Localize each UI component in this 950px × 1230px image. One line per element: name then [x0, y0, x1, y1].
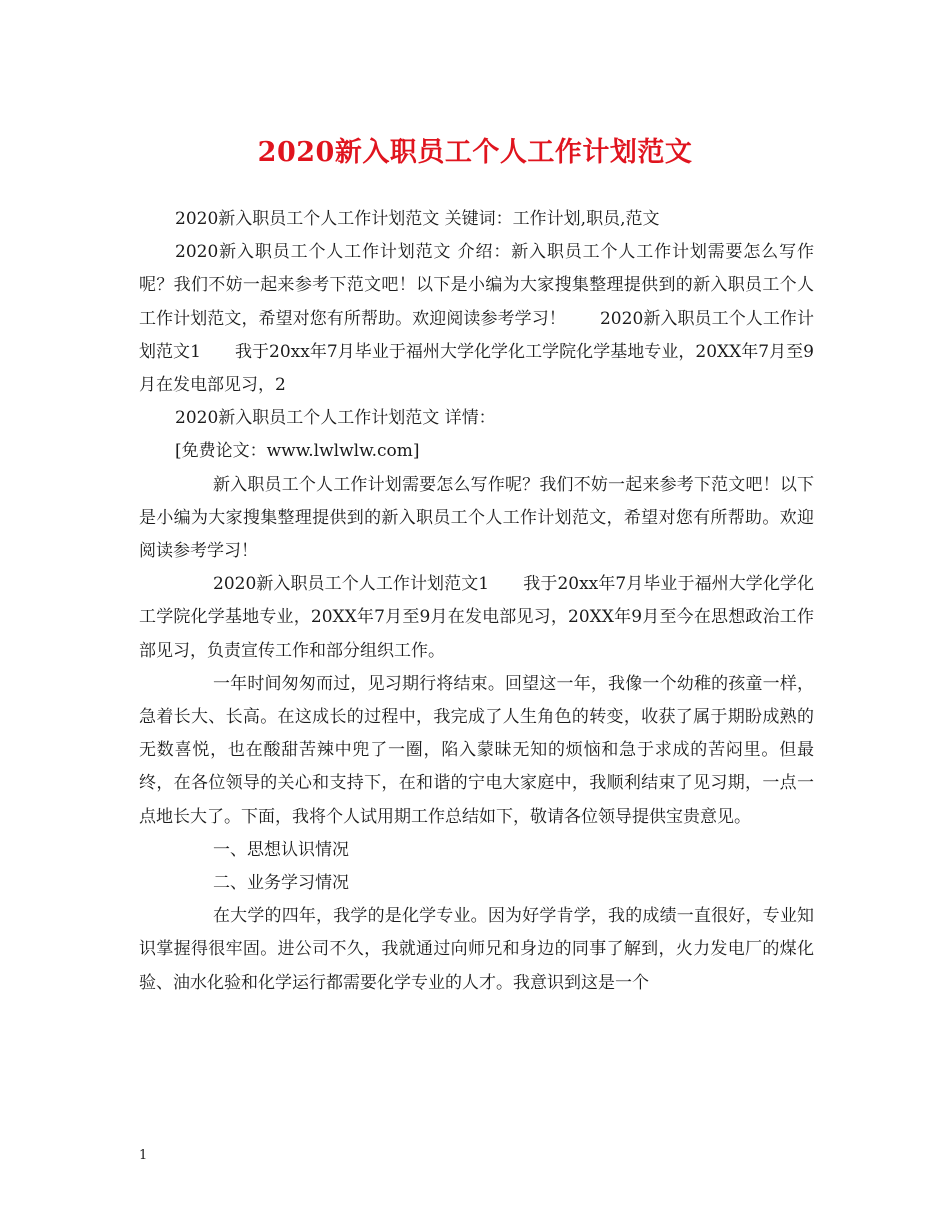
body-paragraph: 新入职员工个人工作计划需要怎么写作呢？我们不妨一起来参考下范文吧！以下是小编为大家搜集整理提供到的新入职员工个人工作计划范文，希望对您有所帮助。欢迎阅读参考学习！	[139, 474, 814, 562]
section-heading: 一、思想认识情况	[213, 839, 349, 860]
body-paragraph: 一年时间匆匆而过，见习期行将结束。回望这一年，我像一个幼稚的孩童一样，急着长大、长高。在这成长的过程中，我完成了人生角色的转变，收获了属于期盼成熟的无数喜悦，也在酸甜苦辣中兜了一圈，陷入蒙昧无知的烦恼和急于求成的苦闷里。但最终，在各位领导的关心和支持下，在和谐的宁电大家庭中，我顺利结束了见习期，一点一点地长大了。下面，我将个人试用期工作总结如下，敬请各位领导提供宝贵意见。	[139, 673, 814, 827]
body-paragraph: 在大学的四年，我学的是化学专业。因为好学肯学，我的成绩一直很好，专业知识掌握得很牢固。进公司不久，我就通过向师兄和身边的同事了解到，火力发电厂的煤化验、油水化验和化学运行都需要化学专业的人才。我意识到这是一个	[139, 906, 814, 993]
intro-paragraph: 2020新入职员工个人工作计划范文 介绍：新入职员工个人工作计划需要怎么写作呢？我们不妨一起来参考下范文吧！以下是小编为大家搜集整理提供到的新入职员工个人工作计划范文，希望对您有所帮助。欢迎阅读参考学习！ 2020新入职员工个人工作计划范文1 我于20xx年7月毕业于福州大学化学化工学院化学基地专业，20XX年7月至9月在发电部见习，2	[139, 242, 814, 396]
details-heading: 2020新入职员工个人工作计划范文 详情：	[175, 408, 496, 429]
page-number: 1	[139, 1148, 148, 1163]
source-note: [免费论文：www.lwlwlw.com]	[175, 441, 420, 462]
section-heading: 二、业务学习情况	[213, 873, 349, 894]
keywords-paragraph: 2020新入职员工个人工作计划范文 关键词：工作计划,职员,范文	[175, 209, 660, 229]
document-title: 2020新入职员工个人工作计划范文	[257, 137, 693, 168]
document-body	[139, 203, 814, 1000]
body-paragraph: 2020新入职员工个人工作计划范文1 我于20xx年7月毕业于福州大学化学化工学院化学基地专业，20XX年7月至9月在发电部见习，20XX年9月至今在思想政治工作部见习，负责宣传工作和部分组织工作。	[139, 574, 814, 661]
